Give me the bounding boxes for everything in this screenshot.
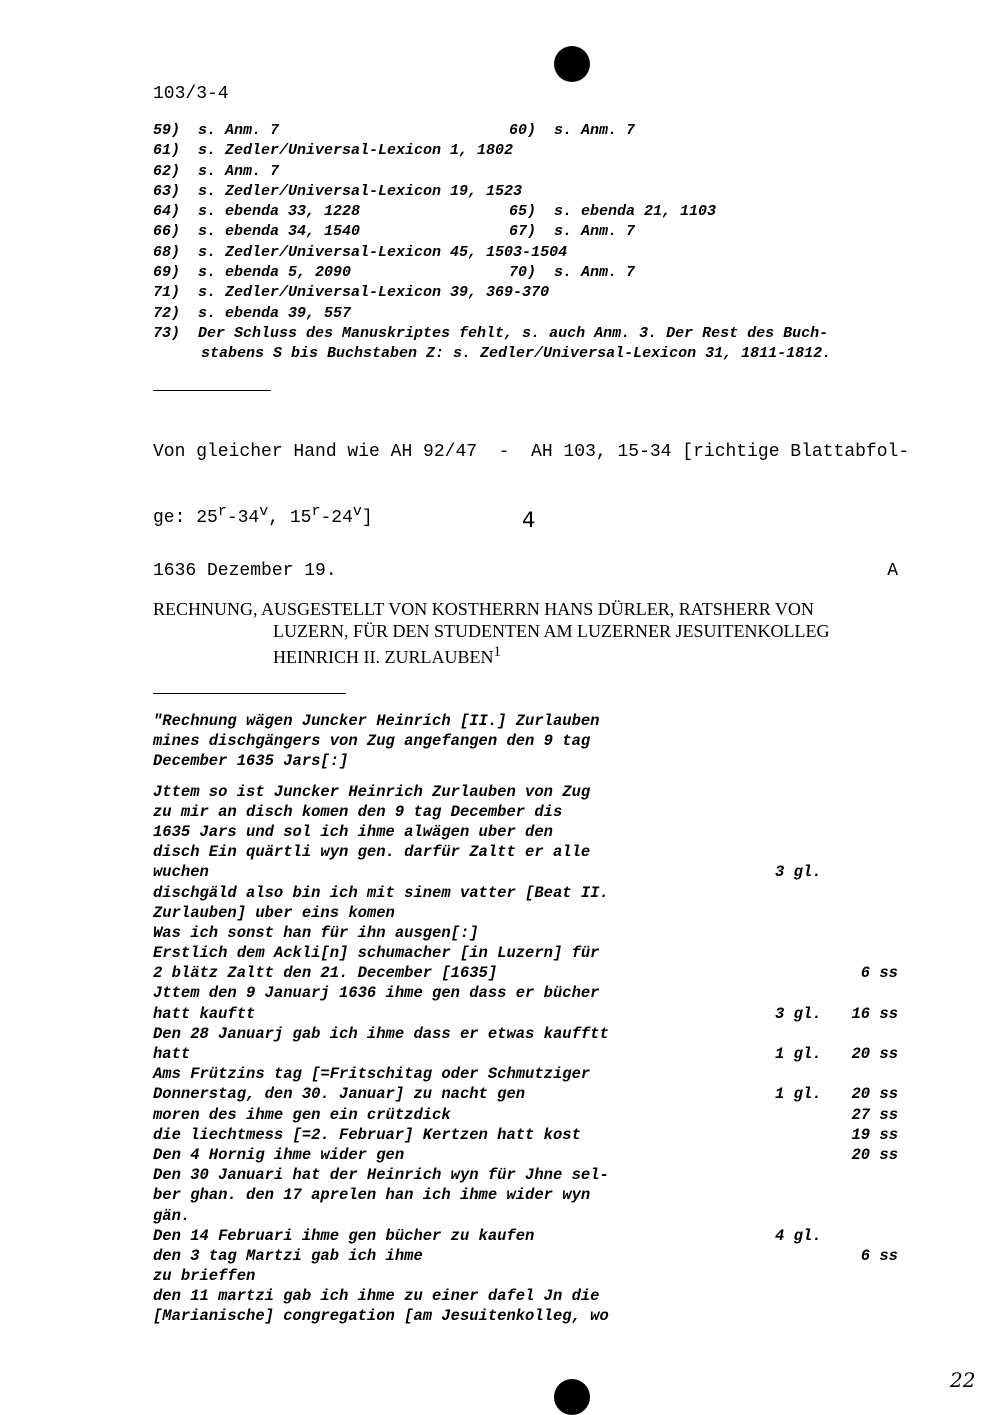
transcript-line (153, 1227, 898, 1247)
note-row (153, 122, 933, 142)
footnote-marker: 1 (493, 644, 501, 660)
transcript-text: den 3 tag Martzi gab ich ihme (153, 1246, 423, 1265)
transcript (153, 712, 898, 1328)
transcript-text: [Marianische] congregation [am Jesuitenkolleg, wo (153, 1307, 609, 1326)
amount-schilling: 16 ss (851, 1004, 898, 1023)
punch-hole-bottom (554, 1379, 590, 1415)
amount-schilling: 6 ss (860, 1246, 898, 1265)
transcript-line (153, 803, 898, 823)
note-right: 60) s. Anm. 7 (509, 122, 636, 139)
transcript-text: zu mir an disch komen den 9 tag December dis (153, 802, 563, 821)
date-line (153, 561, 898, 581)
note-row (153, 305, 933, 325)
transcript-text: ber ghan. den 17 aprelen han ich ihme wider wyn (153, 1186, 591, 1205)
transcript-line (153, 1166, 898, 1186)
transcript-text: hatt (153, 1045, 191, 1063)
transcript-line: December 1635 Jars[:] (153, 752, 349, 771)
amount-schilling: 6 ss (860, 964, 898, 983)
transcript-line (153, 1065, 898, 1085)
transcript-text: moren des ihme gen ein crützdick (153, 1105, 451, 1124)
transcript-text: 1635 Jars und sol ich ihme alwägen uber den (153, 822, 553, 841)
amount-schilling: 20 ss (851, 1085, 898, 1104)
amount-gulden: 3 gl. (775, 863, 822, 882)
document-date: 1636 Dezember 19. (153, 561, 337, 581)
note-row (153, 142, 933, 162)
amount-gulden: 1 gl. (775, 1045, 822, 1063)
transcript-text: Jttem so ist Juncker Heinrich Zurlauben von Zug (153, 782, 591, 801)
transcript-line: mines dischgängers von Zug angefangen den 9 tag (153, 732, 591, 751)
transcript-line (153, 1085, 898, 1105)
note-left: 72) s. ebenda 39, 557 (153, 304, 352, 322)
endnotes-block (153, 122, 933, 366)
amount-gulden: 1 gl. (775, 1085, 822, 1104)
recto-mark: r (217, 503, 227, 520)
transcript-line (153, 1025, 898, 1045)
heading-text: HEINRICH II. ZURLAUBEN (273, 647, 494, 667)
note-row (153, 264, 933, 284)
note-row (153, 284, 933, 304)
verso-mark: v (259, 503, 269, 520)
transcript-line (153, 944, 898, 964)
note-left: 73) Der Schluss des Manuskriptes fehlt, s. auch Anm. 3. Der Rest des Buch- (153, 324, 829, 342)
transcript-line (153, 884, 898, 904)
transcript-line (153, 1307, 898, 1327)
transcript-line (153, 1146, 898, 1166)
transcript-line (153, 823, 898, 843)
note-row (153, 244, 933, 264)
punch-hole-top (554, 46, 590, 82)
note-right: 65) s. ebenda 21, 1103 (509, 203, 717, 221)
note-row (153, 203, 933, 223)
source-text: , 15 (268, 508, 312, 528)
amount-schilling: 20 ss (851, 1045, 898, 1063)
transcript-line (153, 924, 898, 944)
note-row (153, 163, 933, 183)
amount-gulden: 3 gl. (775, 1004, 822, 1023)
source-line-1: Von gleicher Hand wie AH 92/47 - AH 103, 15-34 [richtige Blattabfol- (153, 442, 910, 462)
transcript-line (153, 1207, 898, 1227)
transcript-text: Was ich sonst han für ihn ausgen[:] (153, 923, 479, 942)
note-right: 67) s. Anm. 7 (509, 223, 636, 241)
note-left: 69) s. ebenda 5, 2090 (153, 264, 352, 282)
document-number: 4 (522, 508, 536, 532)
note-left: 64) s. ebenda 33, 1228 (153, 203, 361, 221)
source-text: -34 (226, 508, 260, 528)
transcript-text: Den 28 Januarj gab ich ihme dass er etwas kaufftt (153, 1024, 609, 1043)
transcript-text: dischgäld also bin ich mit sinem vatter [Beat II. (153, 883, 609, 902)
transcript-text: den 11 martzi gab ich ihme zu einer dafel Jn die (153, 1287, 600, 1306)
transcript-text: 2 blätz Zaltt den 21. December [1635] (153, 964, 498, 983)
transcript-text: Erstlich dem Ackli[n] schumacher [in Luzern] für (153, 944, 600, 963)
note-left: 63) s. Zedler/Universal-Lexicon 19, 1523 (153, 182, 523, 200)
note-right: 70) s. Anm. 7 (509, 264, 636, 282)
transcript-line (153, 1287, 898, 1307)
transcript-line (153, 964, 898, 984)
transcript-text: Den 30 Januari hat der Heinrich wyn für Jhne sel- (153, 1166, 609, 1185)
source-text: -24 (320, 508, 353, 528)
amount-gulden: 4 gl. (775, 1226, 822, 1245)
transcript-line (153, 843, 898, 863)
transcript-line (153, 1106, 898, 1126)
divider-rule (153, 390, 271, 391)
transcript-text: wuchen (153, 863, 209, 882)
source-text: ] (361, 508, 373, 528)
note-left: 61) s. Zedler/Universal-Lexicon 1, 1802 (153, 142, 514, 160)
note-row (153, 325, 933, 345)
document-heading (153, 599, 829, 669)
transcript-text: Jttem den 9 Januarj 1636 ihme gen dass er bücher (153, 984, 600, 1003)
transcript-text: Zurlauben] uber eins komen (153, 903, 395, 922)
transcript-text: Den 4 Hornig ihme wider gen (153, 1145, 405, 1164)
transcript-text: hatt kauftt (153, 1004, 256, 1023)
note-continuation: stabens S bis Buchstaben Z: s. Zedler/Universal-Lexicon 31, 1811-1812. (201, 345, 832, 363)
transcript-line (153, 1186, 898, 1206)
note-left: 66) s. ebenda 34, 1540 (153, 223, 361, 241)
page-identifier: 103/3-4 (153, 84, 229, 104)
transcript-line: "Rechnung wägen Juncker Heinrich [II.] Zurlauben (153, 712, 600, 730)
heading-line: RECHNUNG, AUSGESTELLT VON KOSTHERRN HANS DÜRLER, RATSHERR VON (153, 599, 814, 619)
source-text: ge: 25 (153, 508, 218, 528)
amount-schilling: 19 ss (851, 1125, 898, 1144)
amount-schilling: 20 ss (851, 1145, 898, 1164)
transcript-text: Ams Frützins tag [=Fritschitag oder Schmutziger (153, 1065, 591, 1084)
transcript-line (153, 1126, 898, 1146)
heading-line: LUZERN, FÜR DEN STUDENTEN AM LUZERNER JESUITENKOLLEG (273, 620, 830, 641)
note-left: 68) s. Zedler/Universal-Lexicon 45, 1503-1504 (153, 243, 568, 261)
transcript-line (153, 984, 898, 1004)
transcript-text: Donnerstag, den 30. Januar] zu nacht gen (153, 1085, 526, 1104)
transcript-text: zu brieffen (153, 1267, 256, 1286)
transcript-line (153, 904, 898, 924)
divider-rule (153, 693, 346, 694)
transcript-line (153, 1045, 898, 1065)
recto-mark: r (311, 503, 321, 520)
note-left: 59) s. Anm. 7 (153, 122, 280, 139)
transcript-line (153, 863, 898, 883)
transcript-entries (153, 783, 898, 1328)
transcript-text: Den 14 Februari ihme gen bücher zu kaufen (153, 1226, 535, 1245)
verso-mark: v (352, 503, 362, 520)
transcript-line (153, 1247, 898, 1267)
note-row (153, 183, 933, 203)
transcript-text: gän. (153, 1206, 191, 1225)
transcript-line (153, 1005, 898, 1025)
note-left: 71) s. Zedler/Universal-Lexicon 39, 369-370 (153, 284, 550, 302)
transcript-text: disch Ein quärtli wyn gen. darfür Zaltt er alle (153, 843, 591, 862)
transcript-line (153, 1267, 898, 1287)
note-row (153, 223, 933, 243)
handwritten-page-number: 22 (950, 1368, 976, 1392)
transcript-text: die liechtmess [=2. Februar] Kertzen hatt kost (153, 1125, 581, 1144)
heading-line (153, 642, 829, 669)
document-letter: A (887, 561, 898, 581)
amount-schilling: 27 ss (851, 1105, 898, 1124)
transcript-line (153, 783, 898, 803)
note-left: 62) s. Anm. 7 (153, 162, 280, 180)
